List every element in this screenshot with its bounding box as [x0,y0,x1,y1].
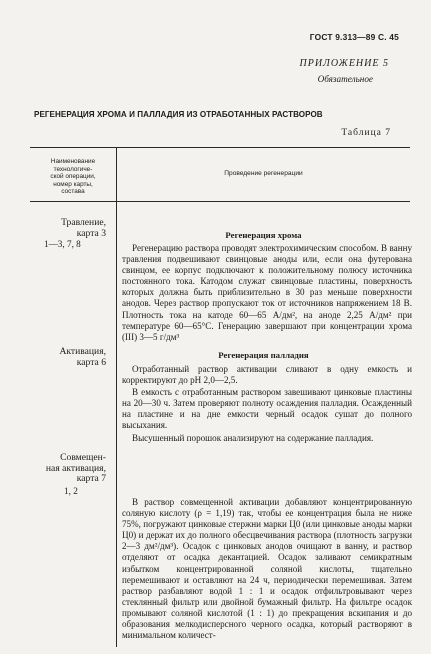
operation-line: Травление, [61,217,106,228]
paragraph-combined-activation: В раствор совмещенной активации добавляют концентрированную соляную кислоту (ρ = 1,19) так, чтобы ее концентрация была не ниже 75%, погружают цинковые стержни марки Ц0 (или цинковые аноды марки Ц0) и держат их до полного обесцвечивания раствора (плотность загрузки 2—3 дм²/дм³). Осадок с цинковых анодов очищают в ванну, и раствор отделяют от осадка декантацией. Осадок заливают семикратным избытком концентрированной соляной кислоты, тщательно перемешивают и оставляют на 24 ч, периодически перемешивая. Затем раствор разбавляют водой 1 : 1 и осадок отфильтровывают через стеклянный фильтр или двойной бумажный фильтр. На фильтре осадок промывают соляной кислотой (1 : 1) до прекращения вскипания и до образования мелкодисперсного черного осадка, который растворяют в минимальном количест- [122,497,412,641]
table-header-rule [30,201,410,202]
operation-line: карта 6 [76,356,106,368]
column-header-line: Наименование [50,158,96,165]
row-operation-combined-activation [46,453,106,485]
page-header-gost: ГОСТ 9.313—89 С. 45 [309,32,399,42]
paragraph-palladium-3: Высушенный порошок анализируют на содержание палладия. [132,433,374,443]
operation-line: Активация, [59,346,106,357]
paragraph-palladium-1: Отработанный раствор активации сливают в одну емкость и корректируют до рН 2,0—2,5. [122,364,412,386]
operation-line: карта 7 [76,473,106,485]
table-top-rule [30,147,410,148]
column-header-line: технологиче- [53,165,93,173]
document-title: РЕГЕНЕРАЦИЯ ХРОМА И ПАЛЛАДИЯ ИЗ ОТРАБОТАННЫХ РАСТВОРОВ [34,110,323,119]
column-header-regeneration: Проведение регенерации [224,170,303,177]
column-header-line: номер карты, [53,180,93,188]
row-operation-activation [59,347,106,368]
operation-line: Совмещен- [60,452,106,463]
table-label: Таблица 7 [341,128,391,138]
table-column-divider [116,147,117,647]
section-title-chrome: Регенерация хрома [225,230,302,240]
row-composition-etching: 1—3, 7, 8 [44,239,81,249]
mandatory-label: Обязательное [317,74,373,84]
paragraph-palladium-2: В емкость с отработанным раствором завешивают цинковые пластины на 20—30 ч. Затем проверяют полноту осаждения палладия. Осажденный на пластине и на дне емкости черный осадок сушат до полного высыхания. [122,387,412,431]
row-operation-etching [61,218,106,239]
operation-line: ная активация, [45,462,106,474]
operation-line: карта 3 [76,227,106,239]
appendix-label: ПРИЛОЖЕНИЕ 5 [299,58,389,69]
section-title-palladium: Регенерация палладия [218,350,309,360]
row-composition-combined: 1, 2 [64,486,78,496]
column-header-operation [30,158,116,196]
column-header-line: ской операции, [50,173,96,181]
paragraph-chrome: Регенерацию раствора проводят электрохимическим способом. В ванну травления подвешивают свинцовые аноды или, если она футерована свинцом, ее корпус подключают к положительному полюсу источника постоянного тока. Катодом служат свинцовые пластины, поверхность которых должна быть приблизительно в 30 раз меньше поверхности анодов. Через раствор пропускают ток от источников напряжением 18 В. Плотность тока на катоде 60—65 А/дм², на аноде 2,25 А/дм² при температуре 60—65°С. Генерацию завершают при концентрации хрома (III) 3—5 г/дм³ [122,243,412,342]
column-header-line: состава [61,188,85,196]
